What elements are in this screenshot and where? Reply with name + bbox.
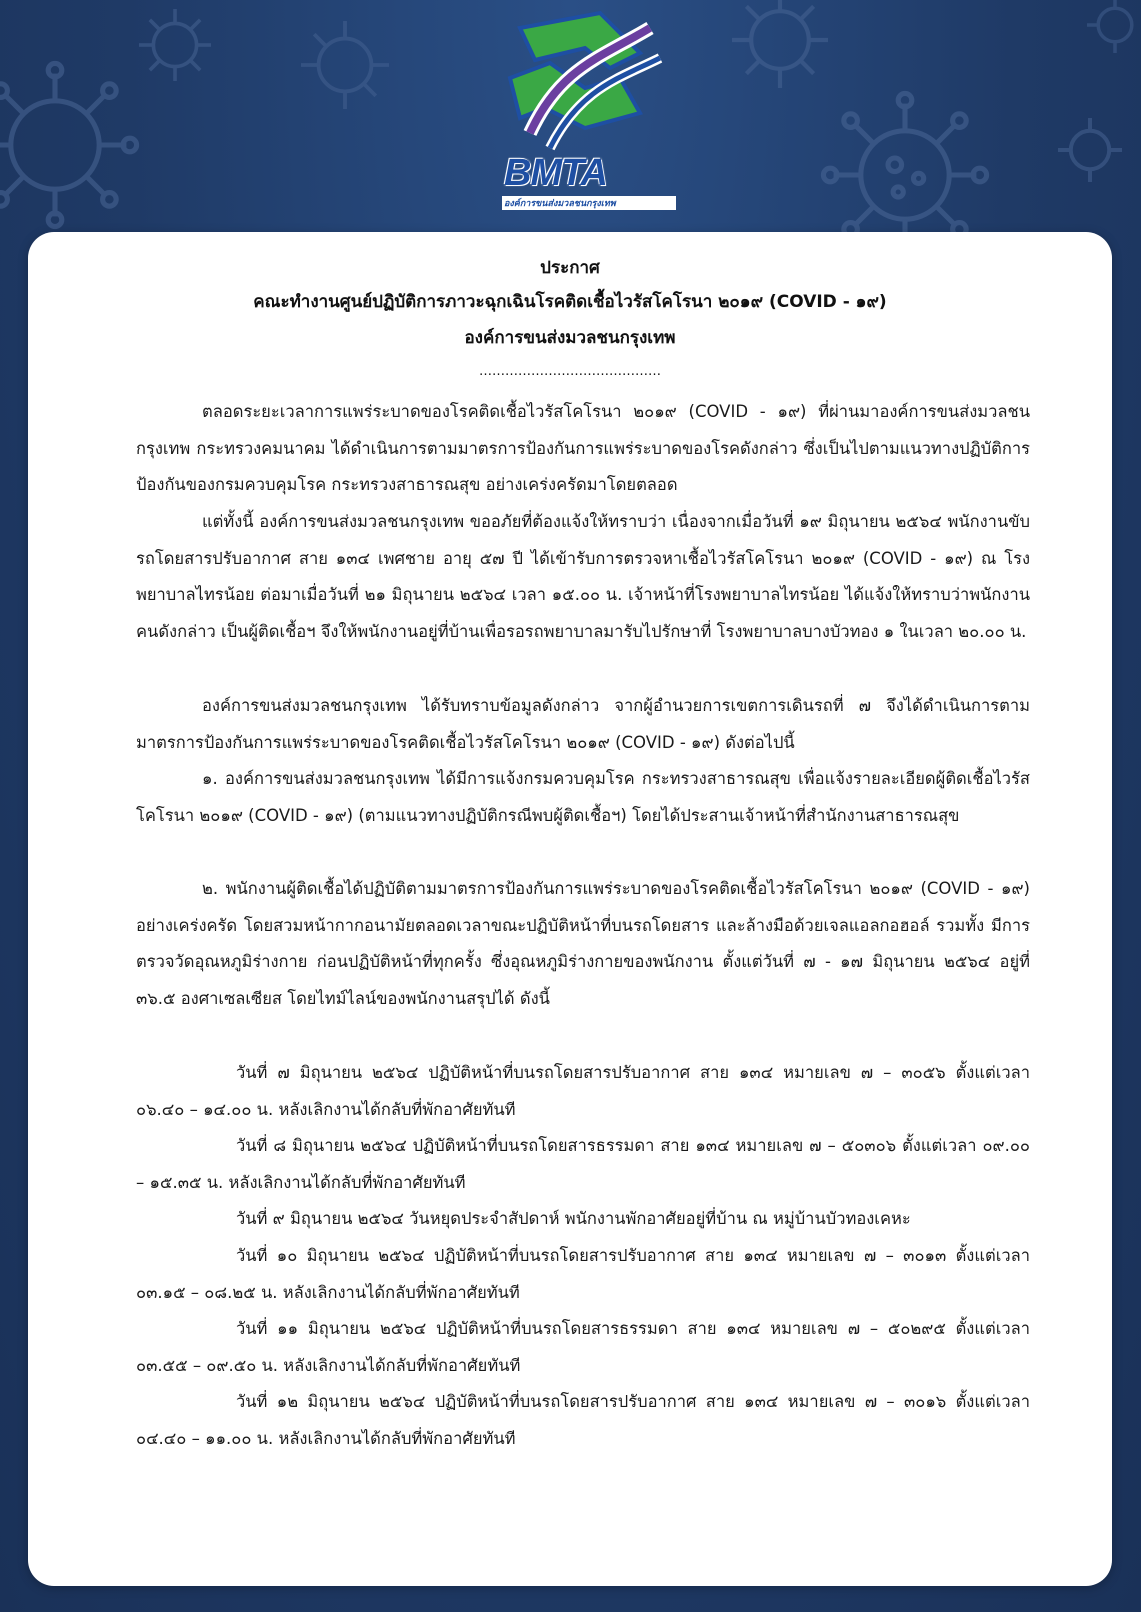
paragraph-incident: แต่ทั้งนี้ องค์การขนส่งมวลชนกรุงเทพ ขออภัยที่ต้องแจ้งให้ทราบว่า เนื่องจากเมื่อวันที่ ๑๙ มิถุนายน ๒๕๖๔ พนักงานขับรถโดยสารปรับอากาศ สาย ๑๓๔ เพศชาย อายุ ๕๗ ปี ได้เข้ารับการตรวจหาเชื้อไวรัสโคโรนา ๒๐๑๙ (COVID - ๑๙) ณ โรงพยาบาลไทรน้อย ต่อมาเมื่อวันที่ ๒๑ มิถุนายน ๒๕๖๔ เวลา ๑๕.๐๐ น. เจ้าหน้าที่โรงพยาบาลไทรน้อย ได้แจ้งให้ทราบว่าพนักงานคนดังกล่าว เป็นผู้ติดเชื้อฯ จึงให้พนักงานอยู่ที่บ้านเพื่อรอรถพยาบาลมารับไปรักษาที่ โรงพยาบาลบางบัวทอง ๑ ในเวลา ๒๐.๐๐ น.	[136, 512, 1030, 641]
virus-icon	[290, 10, 400, 120]
virus-icon	[1050, 110, 1130, 190]
virus-icon	[130, 0, 220, 90]
announcement-subtitle: คณะทำงานศูนย์ปฏิบัติการภาวะฉุกเฉินโรคติดเชื้อไวรัสโคโรนา ๒๐๑๙ (COVID - ๑๙)	[253, 292, 887, 312]
announcement-title: ประกาศ	[540, 258, 600, 278]
paragraph-measures: องค์การขนส่งมวลชนกรุงเทพ ได้รับทราบข้อมูลดังกล่าว จากผู้อำนวยการเขตการเดินรถที่ ๗ จึงได้ดำเนินการตามมาตรการป้องกันการแพร่ระบาดของโรคติดเชื้อไวรัสโคโรนา ๒๐๑๙ (COVID - ๑๙) ดังต่อไปนี้	[136, 696, 1030, 752]
announcement-card	[28, 232, 1112, 1586]
timeline-entry: วันที่ ๑๐ มิถุนายน ๒๕๖๔ ปฏิบัติหน้าที่บนรถโดยสารปรับอากาศ สาย ๑๓๔ หมายเลข ๗ – ๓๐๑๓ ตั้งแต่เวลา ๐๓.๑๕ – ๐๘.๒๕ น. หลังเลิกงานได้กลับที่พักอาศัยทันที	[136, 1246, 1030, 1302]
bmta-logo-emblem-icon	[490, 8, 670, 158]
timeline-entry: วันที่ ๘ มิถุนายน ๒๕๖๔ ปฏิบัติหน้าที่บนรถโดยสารธรรมดา สาย ๑๓๔ หมายเลข ๗ – ๕๐๓๐๖ ตั้งแต่เวลา ๐๙.๐๐ – ๑๕.๓๕ น. หลังเลิกงานได้กลับที่พักอาศัยทันที	[136, 1136, 1030, 1192]
logo-brand-text: BMTA	[504, 152, 607, 194]
bmta-logo	[490, 8, 670, 218]
timeline-entry: วันที่ ๗ มิถุนายน ๒๕๖๔ ปฏิบัติหน้าที่บนรถโดยสารปรับอากาศ สาย ๑๓๔ หมายเลข ๗ – ๓๐๕๖ ตั้งแต่เวลา ๐๖.๔๐ – ๑๔.๐๐ น. หลังเลิกงานได้กลับที่พักอาศัยทันที	[136, 1063, 1030, 1119]
paragraph-item-2: ๒. พนักงานผู้ติดเชื้อได้ปฏิบัติตามมาตรการป้องกันการแพร่ระบาดของโรคติดเชื้อไวรัสโคโรนา ๒๐๑๙ (COVID - ๑๙) อย่างเคร่งครัด โดยสวมหน้ากากอนามัยตลอดเวลาขณะปฏิบัติหน้าที่บนรถโดยสาร และล้างมือด้วยเจลแอลกอฮอล์ รวมทั้ง มีการตรวจวัดอุณหภูมิร่างกาย ก่อนปฏิบัติหน้าที่ทุกครั้ง ซึ่งอุณหภูมิร่างกายของพนักงาน ตั้งแต่วันที่ ๗ - ๑๗ มิถุนายน ๒๕๖๔ อยู่ที่ ๓๖.๕ องศาเซลเซียส โดยไทม์ไลน์ของพนักงานสรุปได้ ดังนี้	[136, 879, 1030, 1008]
logo-subtitle: องค์การขนส่งมวลชนกรุงเทพ	[502, 196, 676, 210]
paragraph-item-1: ๑. องค์การขนส่งมวลชนกรุงเทพ ได้มีการแจ้งกรมควบคุมโรค กระทรวงสาธารณสุข เพื่อแจ้งรายละเอียดผู้ติดเชื้อไวรัสโคโรนา ๒๐๑๙ (COVID - ๑๙) (ตามแนวทางปฏิบัติกรณีพบผู้ติดเชื้อฯ) โดยได้ประสานเจ้าหน้าที่สำนักงานสาธารณสุข	[136, 769, 1030, 825]
virus-icon	[0, 60, 140, 230]
timeline-entry: วันที่ ๙ มิถุนายน ๒๕๖๔ วันหยุดประจำสัปดาห์ พนักงานพักอาศัยอยู่ที่บ้าน ณ หมู่บ้านบัวทองเคหะ	[236, 1209, 911, 1228]
timeline-entry: วันที่ ๑๒ มิถุนายน ๒๕๖๔ ปฏิบัติหน้าที่บนรถโดยสารปรับอากาศ สาย ๑๓๔ หมายเลข ๗ – ๓๐๑๖ ตั้งแต่เวลา ๐๔.๔๐ – ๑๑.๐๐ น. หลังเลิกงานได้กลับที่พักอาศัยทันที	[136, 1392, 1030, 1448]
separator-dots: ……………………………………	[479, 364, 661, 379]
virus-icon	[1080, 0, 1141, 60]
timeline-entry: วันที่ ๑๑ มิถุนายน ๒๕๖๔ ปฏิบัติหน้าที่บนรถโดยสารธรรมดา สาย ๑๓๔ หมายเลข ๗ – ๕๐๒๙๕ ตั้งแต่เวลา ๐๓.๕๕ – ๐๙.๕๐ น. หลังเลิกงานได้กลับที่พักอาศัยทันที	[136, 1319, 1030, 1375]
virus-icon	[720, 0, 840, 100]
announcement-organization: องค์การขนส่งมวลชนกรุงเทพ	[464, 328, 676, 348]
paragraph-intro: ตลอดระยะเวลาการแพร่ระบาดของโรคติดเชื้อไวรัสโคโรนา ๒๐๑๙ (COVID - ๑๙) ที่ผ่านมาองค์การขนส่งมวลชนกรุงเทพ กระทรวงคมนาคม ได้ดำเนินการตามมาตรการป้องกันการแพร่ระบาดของโรคดังกล่าว ซึ่งเป็นไปตามแนวทางปฏิบัติการป้องกันของกรมควบคุมโรค กระทรวงสาธารณสุข อย่างเคร่งครัดมาโดยตลอด	[136, 402, 1030, 494]
